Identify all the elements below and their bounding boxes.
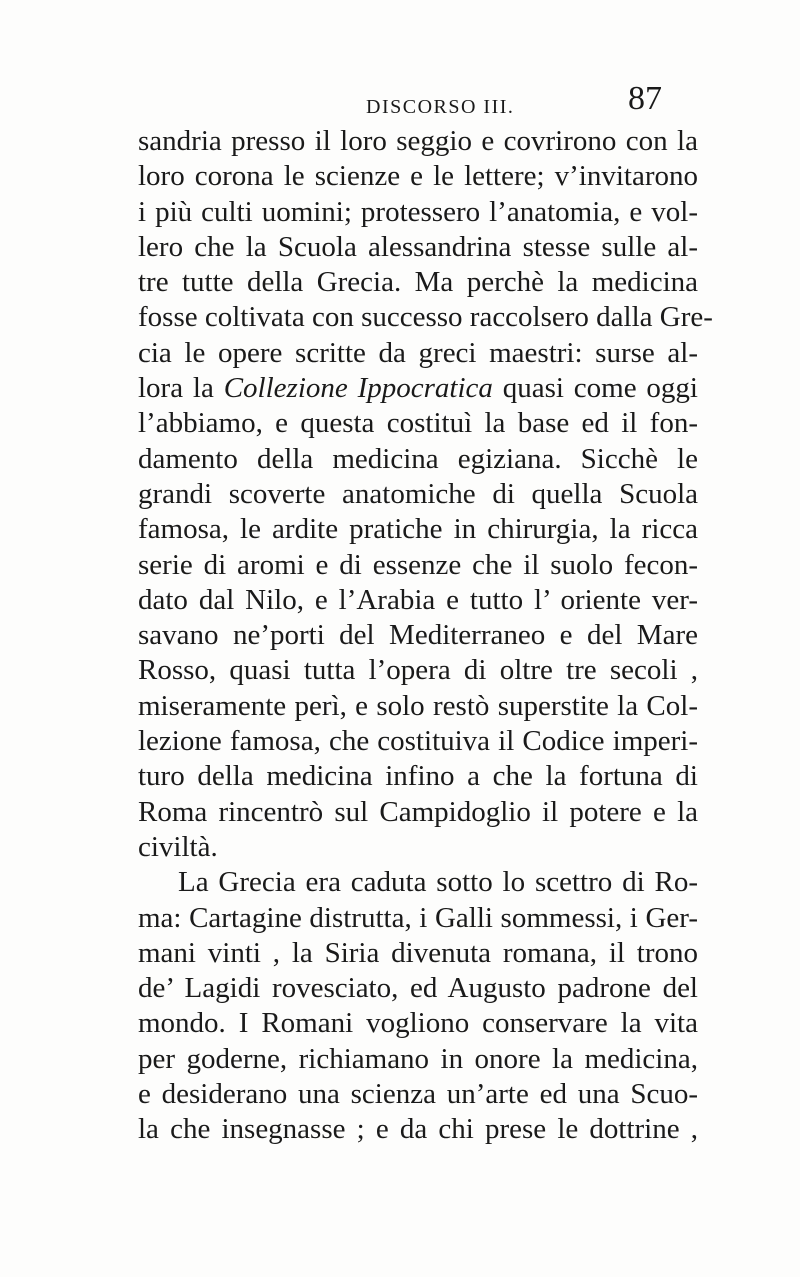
text-line: la che insegnasse ; e da chi prese le dottrine ,: [138, 1113, 698, 1146]
text-line: lero che la Scuola alessandrina stesse sulle al-: [138, 230, 698, 263]
text-line: ma: Cartagine distrutta, i Galli sommessi, i Ger-: [138, 901, 698, 934]
text-line: mondo. I Romani vogliono conservare la vita: [138, 1007, 698, 1040]
text-line: loro corona le scienze e le lettere; v’invitarono: [138, 160, 698, 193]
text-line: sandria presso il loro seggio e covrirono con la: [138, 125, 698, 157]
body-text: [138, 124, 713, 1148]
text-line: i più culti uomini; protessero l’anatomia, e vol-: [138, 195, 698, 228]
text-line: damento della medicina egiziana. Sicchè le: [138, 442, 698, 475]
running-header: [0, 80, 800, 120]
text-line: serie di aromi e di essenze che il suolo fecon-: [138, 548, 698, 581]
text-line: turo della medicina infino a che la fortuna di: [138, 760, 698, 793]
text-line: grandi scoverte anatomiche di quella Scuola: [138, 477, 698, 510]
paragraph-start-line: La Grecia era caduta sotto lo scettro di Ro-: [178, 866, 698, 899]
text-line: civiltà.: [138, 830, 218, 863]
text-line: per goderne, richiamano in onore la medicina,: [138, 1042, 698, 1075]
text-line: l’abbiamo, e questa costituì la base ed il fon-: [138, 407, 698, 440]
page-number: 87: [628, 80, 662, 117]
text-line: miseramente perì, e solo restò superstite la Col-: [138, 689, 698, 722]
text-line: fosse coltivata con successo raccolsero dalla Gre-: [138, 301, 713, 334]
text-line: Rosso, quasi tutta l’opera di oltre tre secoli ,: [138, 654, 698, 687]
text-fragment: lora la: [138, 372, 214, 405]
running-title: DISCORSO III.: [366, 96, 515, 118]
text-line: dato dal Nilo, e l’Arabia e tutto l’ oriente ver-: [138, 583, 698, 616]
text-line: savano ne’porti del Mediterraneo e del Mare: [138, 619, 698, 652]
text-fragment: quasi come oggi: [502, 372, 698, 405]
text-line: cia le opere scritte da greci maestri: surse al-: [138, 336, 698, 369]
text-line: e desiderano una scienza un’arte ed una Scuo-: [138, 1078, 698, 1111]
text-line-with-italic: [138, 371, 698, 406]
text-line: mani vinti , la Siria divenuta romana, il trono: [138, 936, 698, 969]
text-line: famosa, le ardite pratiche in chirurgia, la ricca: [138, 513, 698, 546]
text-line: tre tutte della Grecia. Ma perchè la medicina: [138, 266, 698, 299]
text-line: Roma rincentrò sul Campidoglio il potere e la: [138, 795, 698, 828]
text-line: de’ Lagidi rovesciato, ed Augusto padrone del: [138, 972, 698, 1005]
text-line: lezione famosa, che costituiva il Codice imperi-: [138, 725, 698, 758]
italic-title: Collezione Ippocratica: [223, 372, 493, 405]
